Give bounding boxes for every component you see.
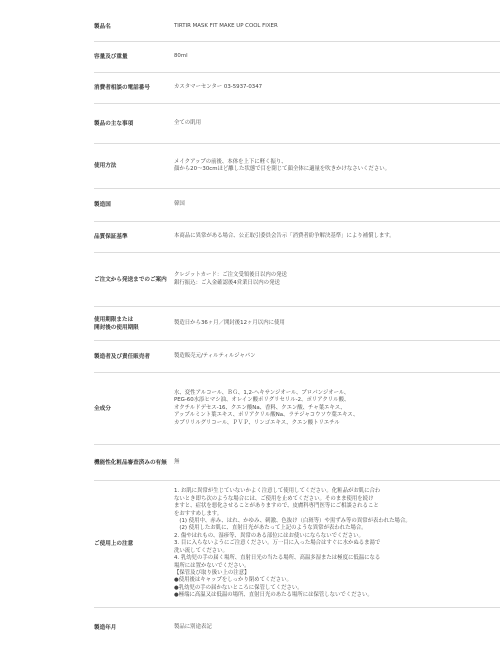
spec-value-line: 水、変性アルコール、ＢＧ、1,2-ヘキサンジオール、プロパンジオール、	[174, 389, 350, 396]
spec-label: 製造国	[94, 202, 111, 208]
spec-value-line: 製造販売元/ティルティルジャパン	[174, 352, 256, 359]
spec-value-line: ●極端に高温又は低温の場所、直射日光のあたる場所には保管しないでください。	[174, 592, 373, 599]
spec-value	[174, 120, 500, 127]
spec-value-line: カプリリルグリコール、ＰＶＰ、リンゴエキス、クエン酸トリエチル	[174, 419, 340, 426]
spec-value-line: (1) 使用中、赤み、はれ、かゆみ、刺激、色抜け（白斑等）や黒ずみ等の異常が表われた場合。	[174, 518, 411, 525]
spec-value-line: 3. 目に入らないようにご注意ください。万一目に入った場合はすぐに水かぬるま湯で	[174, 540, 381, 547]
spec-value-line: 韓国	[174, 201, 185, 208]
spec-value-line: 全ての肌用	[174, 119, 201, 126]
spec-row-main-notes	[94, 104, 500, 144]
spec-row-expiry	[94, 307, 500, 341]
spec-label-line: 開封後の使用期限	[94, 324, 139, 331]
spec-value-line: 無	[174, 458, 180, 465]
spec-value	[174, 624, 500, 631]
spec-value-line: 80ml	[174, 53, 188, 60]
spec-value-line: アップルミント葉エキス、ポリアクリル酸Na、ラテジャコウソウ葉エキス、	[174, 412, 359, 419]
product-spec-table	[94, 0, 500, 648]
spec-value	[174, 23, 500, 30]
spec-row-manufacture-date	[94, 608, 500, 648]
spec-value-line: 2. 傷やはれもの、湿疹等、異常のある部位にはお使いにならないでください。	[174, 532, 364, 539]
spec-label: 製品名	[94, 23, 111, 30]
spec-value	[174, 84, 500, 91]
spec-label: ご注文から発送までのご案内	[94, 276, 167, 283]
spec-label: 容量及び重量	[94, 54, 128, 60]
spec-value-line: ますと、症状を悪化させることがありますので、皮膚科専門医等にご相談されること	[174, 503, 379, 510]
spec-value-line: PEG-60水添ヒマシ油、オレイン酸ポリグリセリル-2、ポリアクリル酸、	[174, 397, 350, 404]
spec-value	[174, 459, 500, 466]
spec-value-line: (2) 使用したお肌に、直射日光があたって上記のような異常が表われた場合。	[174, 525, 367, 532]
spec-value-line: 製造日から36ヶ月／開封後12ヶ月以内に使用	[174, 319, 285, 326]
spec-row-consumer-phone	[94, 73, 500, 104]
spec-value-line: 1. お肌に異常が生じていないかよく注意して使用してください。化粧品がお肌に合わ	[174, 488, 381, 495]
spec-row-functional-review	[94, 445, 500, 481]
spec-value-line: オクチルドデセス-16、クエン酸Na、香料、クエン酸、チャ葉エキス、	[174, 404, 346, 411]
spec-value-line: 【保管及び取り扱い上の注意】	[174, 569, 250, 576]
spec-value	[174, 159, 500, 174]
spec-row-ingredients	[94, 373, 500, 445]
spec-value	[174, 353, 500, 360]
spec-value-line: 場所には置かないでください。	[174, 562, 250, 569]
spec-value-line: 洗い流してください。	[174, 547, 228, 554]
spec-label: 機能性化粧品審査済みの有無	[94, 459, 167, 466]
spec-label: 製造者及び責任販売者	[94, 353, 150, 360]
spec-row-quality-standard	[94, 222, 500, 253]
spec-value-line: をおすすめします。	[174, 510, 223, 517]
spec-label: 全成分	[94, 405, 111, 412]
spec-label: 使用方法	[94, 163, 117, 169]
spec-value	[174, 201, 500, 208]
spec-row-usage	[94, 144, 500, 189]
spec-row-shipping	[94, 253, 500, 307]
spec-value	[174, 488, 500, 599]
spec-value-line: 4. 乳幼児の手の届く場所、直射日光の当たる場所、高温多湿または極度に低温になる	[174, 555, 381, 562]
spec-row-manufacturer	[94, 341, 500, 373]
spec-value	[174, 272, 500, 287]
spec-label: 製造年月	[94, 625, 117, 631]
spec-label	[94, 316, 174, 332]
spec-row-precautions	[94, 481, 500, 608]
spec-value-line: ●乳幼児の手の届かないところに保管してください。	[174, 584, 303, 591]
spec-value-line: ないとき即ち次のような場合には、ご使用を止めてください。そのまま使用を続け	[174, 495, 374, 502]
spec-row-volume	[94, 42, 500, 73]
spec-row-country	[94, 189, 500, 222]
spec-value-line: TIRTIR MASK FIT MAKE UP COOL FIXER	[174, 22, 278, 29]
spec-value-line: 本商品に異常がある場合、公正取引委員会告示「消費者紛争解決基準」により補償します。	[174, 233, 395, 240]
spec-value-line: クレジットカード：ご注文受領後日以内の発送	[174, 272, 287, 279]
spec-label-line: 使用期限または	[94, 316, 134, 323]
spec-value-line: 銀行振込：ご入金確認後4営業日以内の発送	[174, 279, 280, 286]
spec-value	[174, 390, 500, 427]
spec-label: ご使用上の注意	[94, 541, 134, 547]
spec-value-line: カスタマーセンター 03-5937-0347	[174, 84, 263, 91]
spec-value	[174, 53, 500, 60]
spec-value-line: 製品に別途表記	[174, 624, 212, 631]
spec-value-line: ●使用後はキャップをしっかり閉めてください。	[174, 577, 292, 584]
spec-value-line: メイクアップの前後、本体を上下に軽く振り、	[174, 158, 287, 165]
spec-label: 品質保証基準	[94, 234, 128, 240]
spec-value	[174, 233, 500, 240]
spec-label: 製品の主な事項	[94, 120, 134, 127]
spec-row-product-name	[94, 12, 500, 42]
spec-value	[174, 320, 500, 327]
spec-label: 消費者相談の電話番号	[94, 85, 150, 91]
spec-value-line: 顔から20～30cmほど離した状態で目を閉じて顔全体に適量を吹きかけなさいください。	[174, 166, 390, 172]
